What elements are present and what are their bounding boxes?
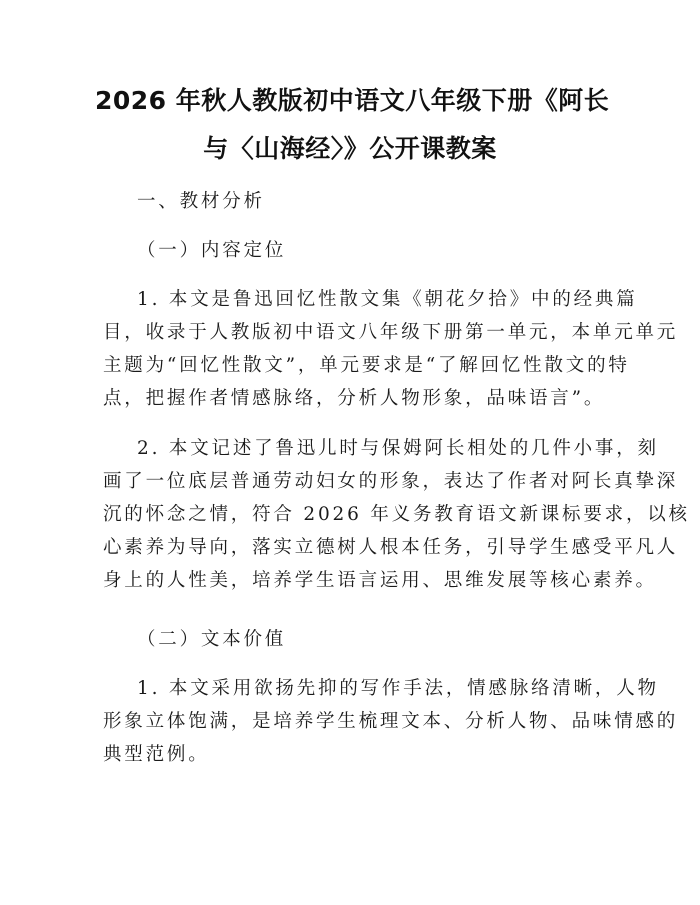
subheading-text-value: （二）文本价值	[137, 629, 287, 650]
paragraph-2-line-4: 心素养为导向，落实立德树人根本任务，引导学生感受平凡人	[103, 537, 679, 558]
paragraph-3-line-1: 1. 本文采用欲扬先抑的写作手法，情感脉络清晰，人物	[137, 678, 659, 699]
document-title-line-1: 2026 年秋人教版初中语文八年级下册《阿长	[95, 86, 610, 115]
paragraph-2-line-5: 身上的人性美，培养学生语言运用、思维发展等核心素养。	[103, 570, 657, 591]
paragraph-2-line-3: 沉的怀念之情，符合 2026 年义务教育语文新课标要求，以核	[103, 504, 690, 525]
paragraph-3-line-3: 典型范例。	[103, 744, 210, 765]
subheading-content-positioning: （一）内容定位	[137, 240, 287, 261]
section-heading-textbook-analysis: 一、教材分析	[137, 191, 265, 212]
paragraph-1-line-1: 1. 本文是鲁迅回忆性散文集《朝花夕拾》中的经典篇	[137, 289, 638, 310]
paragraph-3-line-2: 形象立体饱满，是培养学生梳理文本、分析人物、品味情感的	[103, 711, 679, 732]
paragraph-1-line-2: 目，收录于人教版初中语文八年级下册第一单元，本单元单元	[103, 322, 679, 343]
document-title-line-2: 与〈山海经〉》公开课教案	[203, 134, 497, 163]
paragraph-1-line-4: 点，把握作者情感脉络，分析人物形象，品味语言”。	[103, 388, 606, 409]
paragraph-1-line-3: 主题为“回忆性散文”，单元要求是“了解回忆性散文的特	[103, 355, 630, 376]
paragraph-2-line-1: 2. 本文记述了鲁迅儿时与保姆阿长相处的几件小事，刻	[137, 438, 659, 459]
paragraph-2-line-2: 画了一位底层普通劳动妇女的形象，表达了作者对阿长真挚深	[103, 471, 679, 492]
